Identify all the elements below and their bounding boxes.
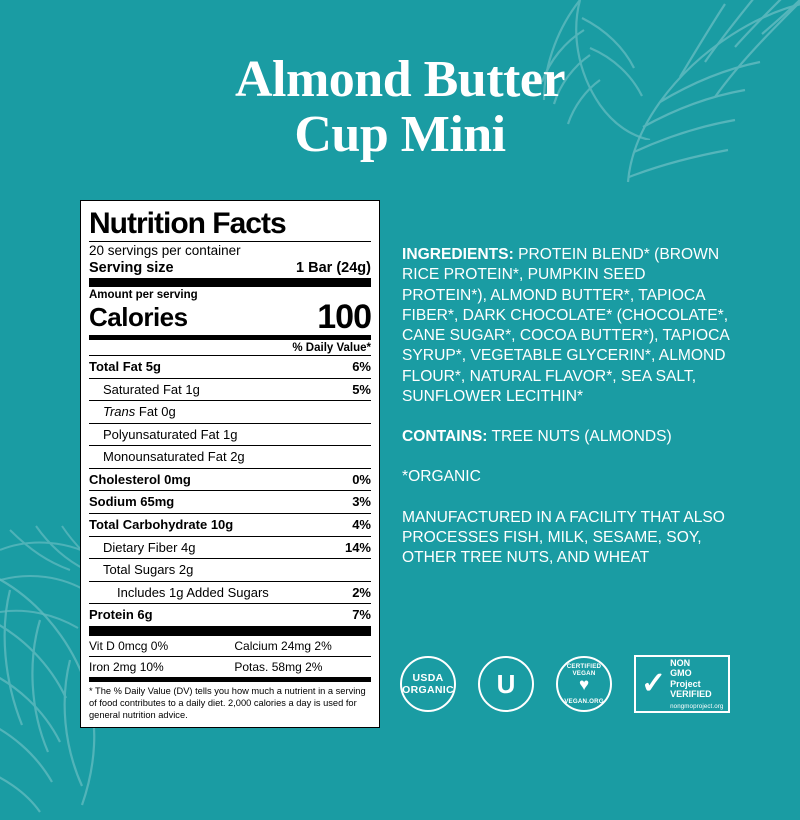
nutrient-row	[89, 446, 371, 468]
product-title	[0, 52, 800, 162]
nutrient-daily-value: 14%	[344, 539, 371, 555]
nutrient-name: Dietary Fiber 4g	[103, 539, 196, 555]
serving-size-label: Serving size	[89, 259, 174, 276]
non-gmo-verified-badge	[634, 655, 730, 713]
serving-size-value: 1 Bar (24g)	[296, 259, 371, 276]
nutrient-name: Saturated Fat 1g	[103, 381, 200, 397]
servings-per-container: 20 servings per container	[89, 243, 241, 258]
nutrient-row	[89, 469, 371, 491]
nutrient-row	[89, 604, 371, 626]
nutrient-row	[89, 424, 371, 446]
nutrient-row	[89, 379, 371, 401]
nutrition-facts-panel	[80, 200, 380, 728]
certification-badges	[400, 655, 730, 713]
usda-organic-line1: USDA	[412, 671, 444, 684]
nutrient-name: Sodium 65mg	[89, 494, 175, 510]
nutrient-daily-value: 3%	[352, 494, 371, 510]
nutrient-name: Includes 1g Added Sugars	[117, 584, 269, 600]
ingredient-information	[402, 245, 732, 588]
divider-thick	[89, 278, 371, 287]
nutrient-rows	[89, 356, 371, 627]
nutrient-name: Polyunsaturated Fat 1g	[103, 426, 238, 442]
usda-organic-line2: ORGANIC	[402, 684, 454, 696]
calories-row	[89, 297, 371, 336]
micronutrient-left: Vit D 0mcg 0%	[89, 638, 169, 653]
nutrient-row	[89, 491, 371, 513]
ingredients-paragraph	[402, 245, 732, 407]
contains-paragraph	[402, 427, 732, 447]
nutrient-row	[89, 537, 371, 559]
ingredients-text: PROTEIN BLEND* (BROWN RICE PROTEIN*, PUMPKIN SEED PROTEIN*), ALMOND BUTTER*, TAPIOCA FIBER*, DARK CHOCOLATE* (CHOCOLATE*, CANE SUGAR*, COCOA BUTTER*), TAPIOCA SYRUP*, VEGETABLE GLYCERIN*, ALMOND FLOUR*, NATURAL FLAVOR*, SEA SALT, SUNFLOWER LECITHIN*	[402, 246, 729, 405]
non-gmo-line3: Project	[670, 678, 701, 689]
certified-vegan-bottom-text: VEGAN.ORG	[564, 698, 604, 705]
ingredients-label: INGREDIENTS:	[402, 246, 514, 263]
non-gmo-line1: NON	[670, 658, 691, 669]
micronutrient-left: Iron 2mg 10%	[89, 659, 164, 674]
micronutrient-right: Potas. 58mg 2%	[234, 659, 323, 674]
nutrient-name: Monounsaturated Fat 2g	[103, 449, 245, 465]
facility-note: MANUFACTURED IN A FACILITY THAT ALSO PROCESSES FISH, MILK, SESAME, SOY, OTHER TREE NUTS, AND WHEAT	[402, 508, 725, 567]
contains-label: CONTAINS:	[402, 428, 488, 446]
certified-vegan-badge	[556, 656, 612, 712]
nutrient-row	[89, 582, 371, 604]
kosher-u-letter: U	[496, 668, 516, 699]
divider-thick	[89, 627, 371, 636]
nutrient-daily-value: 7%	[352, 607, 371, 623]
organic-note: *ORGANIC	[402, 468, 481, 486]
nutrient-name: Total Sugars 2g	[103, 562, 194, 578]
contains-text: TREE NUTS (ALMONDS)	[487, 428, 672, 446]
non-gmo-line2: GMO	[670, 668, 692, 679]
usda-organic-badge	[400, 656, 456, 712]
micronutrient-row	[89, 657, 371, 677]
nutrient-daily-value: 5%	[352, 381, 371, 397]
heart-icon: ♥	[578, 675, 590, 694]
kosher-u-badge	[478, 656, 534, 712]
calories-label: Calories	[89, 302, 188, 333]
nutrient-row	[89, 401, 371, 423]
nutrient-row	[89, 559, 371, 581]
checkmark-icon: ✓	[641, 667, 667, 700]
nutrient-row	[89, 514, 371, 536]
nutrient-name: Total Carbohydrate 10g	[89, 517, 234, 532]
nutrient-name: Protein 6g	[89, 607, 153, 623]
nutrition-facts-heading: Nutrition Facts	[89, 207, 286, 240]
nutrient-daily-value: 4%	[352, 517, 371, 532]
nutrient-name: Trans Fat 0g	[103, 404, 176, 420]
micronutrient-right: Calcium 24mg 2%	[234, 638, 332, 653]
certified-vegan-top-text: CERTIFIED VEGAN	[566, 663, 602, 677]
non-gmo-url: nongmoproject.org	[670, 702, 724, 710]
nutrient-row	[89, 356, 371, 378]
daily-value-footnote: * The % Daily Value (DV) tells you how much a nutrient in a serving of food contributes to a daily diet. 2,000 calories a day is used for general nutrition advice.	[89, 685, 366, 720]
non-gmo-text	[670, 658, 723, 710]
calories-value: 100	[317, 297, 371, 336]
nutrient-name: Cholesterol 0mg	[89, 471, 191, 487]
amount-per-serving-label: Amount per serving	[89, 288, 198, 301]
nutrient-daily-value: 0%	[352, 471, 371, 487]
nutrient-daily-value: 2%	[352, 584, 371, 600]
nutrient-daily-value: 6%	[352, 359, 371, 375]
daily-value-header: % Daily Value*	[292, 342, 371, 355]
serving-size-row	[89, 260, 371, 278]
micronutrient-row	[89, 636, 371, 656]
micronutrient-rows	[89, 636, 371, 677]
product-title-line-2: Cup Mini	[294, 106, 506, 164]
non-gmo-line4: VERIFIED	[670, 689, 712, 700]
nutrient-name: Total Fat 5g	[89, 359, 161, 375]
product-title-line-1: Almond Butter	[234, 51, 566, 108]
